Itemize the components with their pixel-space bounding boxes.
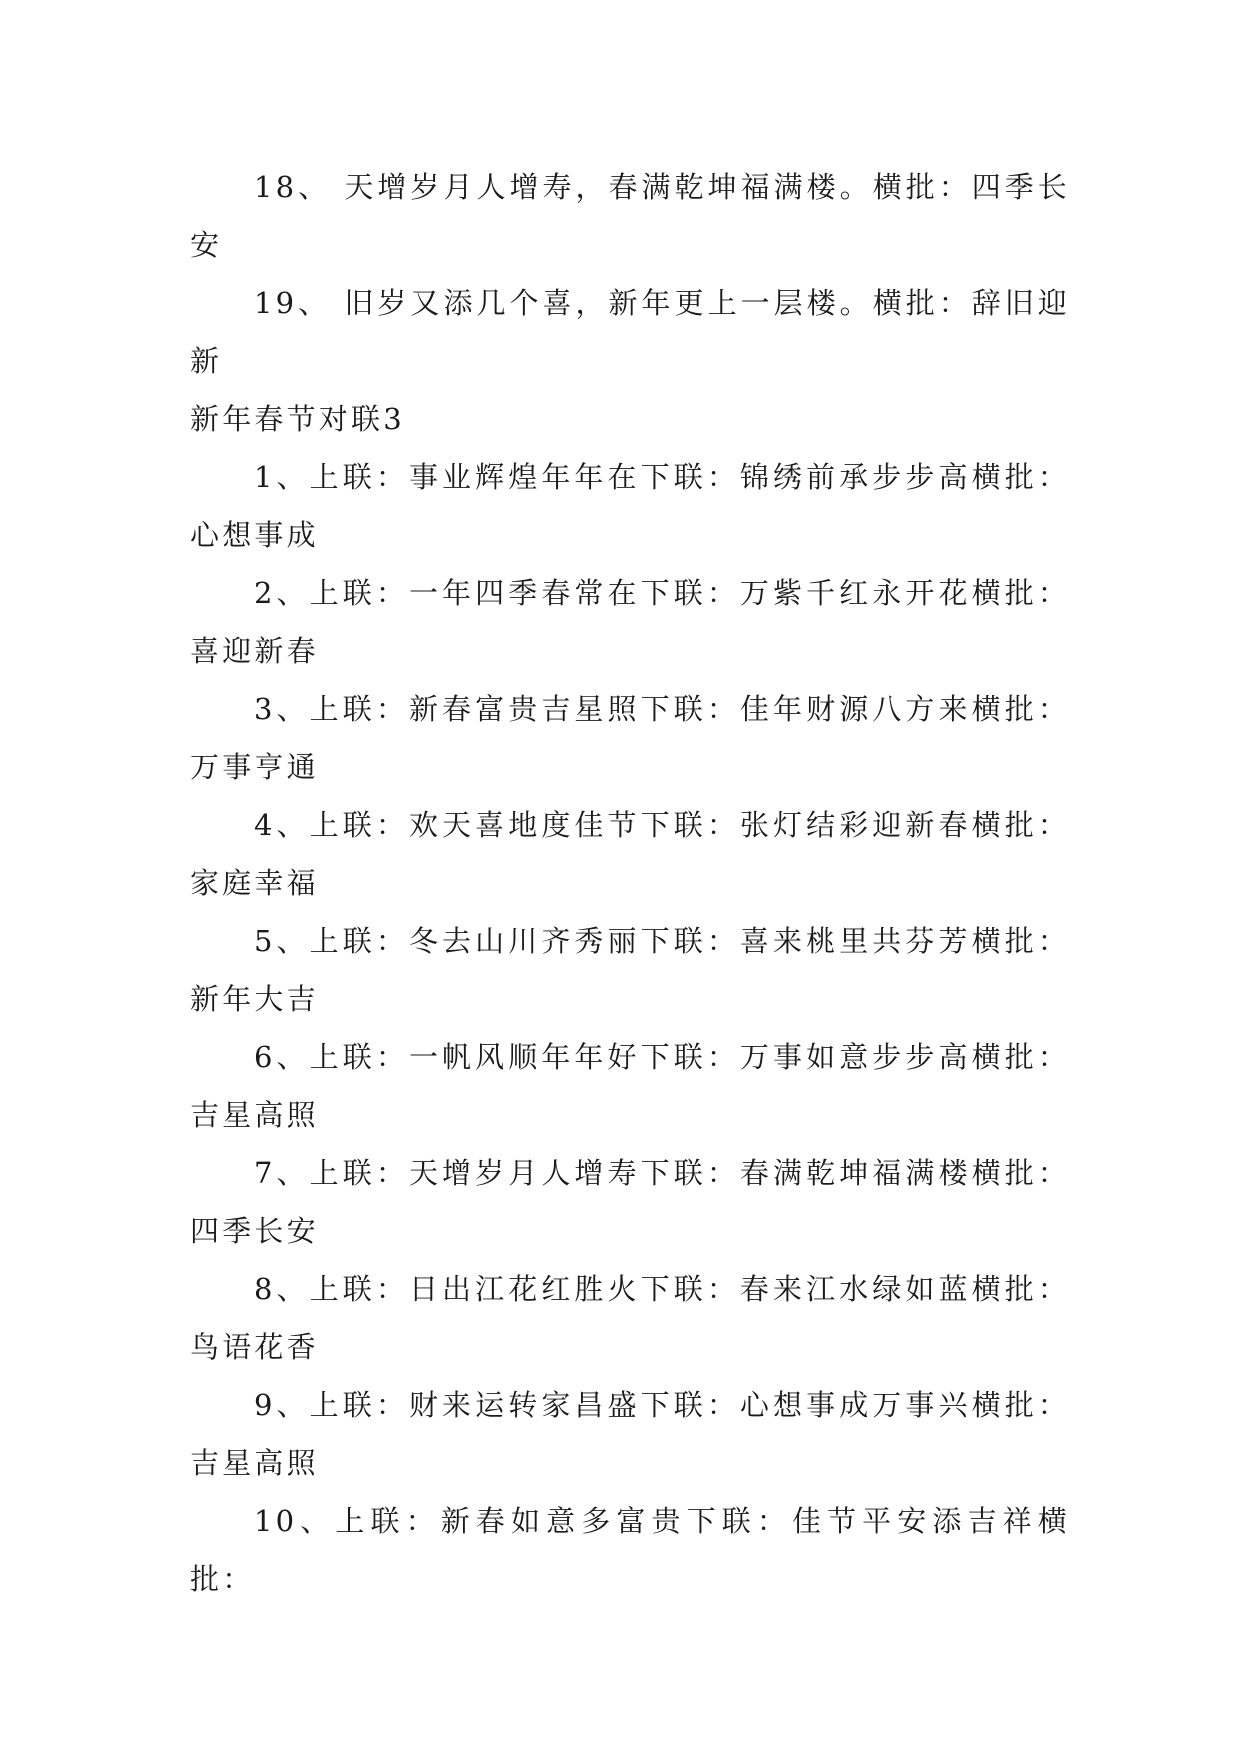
section-title: 新年春节对联3 <box>190 402 405 436</box>
couplet-paragraph-1: 1、上联：事业辉煌年年在下联：锦绣前承步步高横批：心想事成 <box>190 460 1070 552</box>
couplet-paragraph-8: 8、上联：日出江花红胜火下联：春来江水绿如蓝横批：鸟语花香 <box>190 1272 1070 1364</box>
document-body <box>190 158 1070 1608</box>
couplet-paragraph-3: 3、上联：新春富贵吉星照下联：佳年财源八方来横批：万事亨通 <box>190 692 1070 784</box>
couplet-paragraph-7: 7、上联：天增岁月人增寿下联：春满乾坤福满楼横批：四季长安 <box>190 1156 1070 1248</box>
couplet-paragraph-19: 19、 旧岁又添几个喜，新年更上一层楼。横批：辞旧迎新 <box>190 286 1070 378</box>
couplet-paragraph-4: 4、上联：欢天喜地度佳节下联：张灯结彩迎新春横批：家庭幸福 <box>190 808 1070 900</box>
couplet-paragraph-2: 2、上联：一年四季春常在下联：万紫千红永开花横批：喜迎新春 <box>190 576 1070 668</box>
couplet-paragraph-5: 5、上联：冬去山川齐秀丽下联：喜来桃里共芬芳横批：新年大吉 <box>190 924 1070 1016</box>
couplet-paragraph-6: 6、上联：一帆风顺年年好下联：万事如意步步高横批：吉星高照 <box>190 1040 1070 1132</box>
couplet-paragraph-18: 18、 天增岁月人增寿，春满乾坤福满楼。横批：四季长安 <box>190 170 1070 262</box>
couplet-paragraph-10: 10、上联：新春如意多富贵下联：佳节平安添吉祥横批： <box>190 1504 1070 1596</box>
couplet-paragraph-9: 9、上联：财来运转家昌盛下联：心想事成万事兴横批：吉星高照 <box>190 1388 1070 1480</box>
